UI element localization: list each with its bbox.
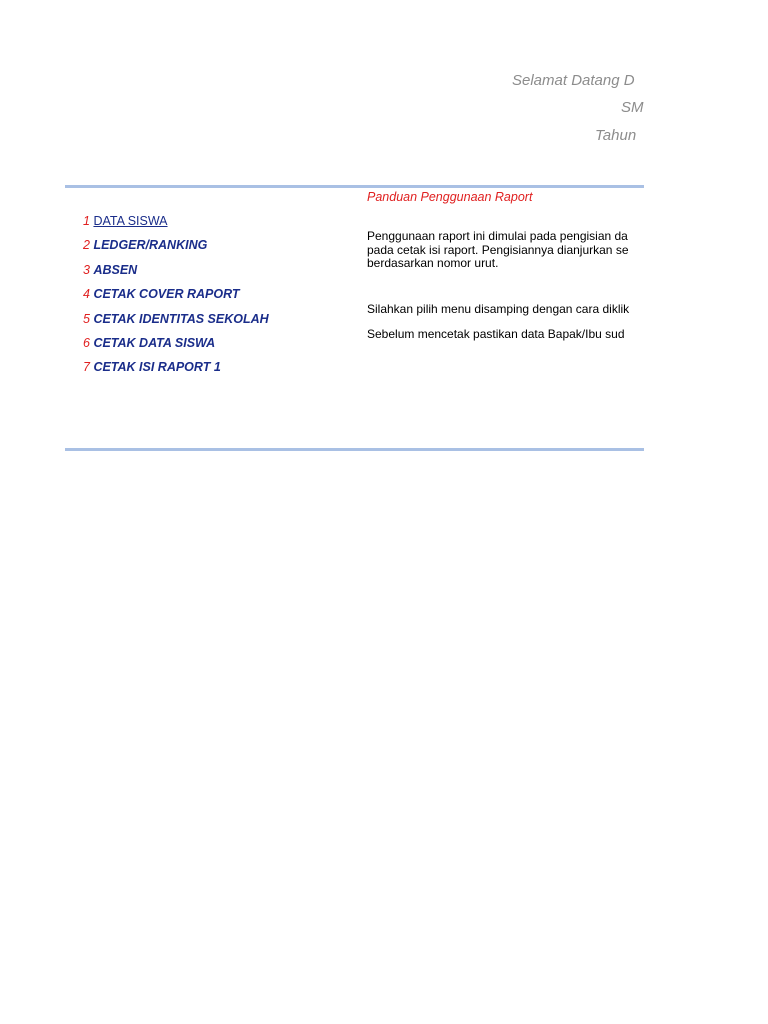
menu-item-label[interactable]: CETAK IDENTITAS SEKOLAH xyxy=(93,311,269,326)
menu-item-cetak-identitas-sekolah[interactable] xyxy=(83,310,269,334)
guide-line: berdasarkan nomor urut. xyxy=(367,256,499,270)
menu-item-cetak-isi-raport-1[interactable] xyxy=(83,358,269,382)
guide-paragraph-intro xyxy=(367,230,629,271)
main-menu xyxy=(83,212,269,383)
menu-item-label[interactable]: CETAK COVER RAPORT xyxy=(93,287,240,302)
menu-item-number: 1 xyxy=(83,214,90,228)
guide-paragraph-menu-hint: Silahkan pilih menu disamping dengan cara diklik xyxy=(367,302,630,316)
menu-item-number: 3 xyxy=(83,262,90,277)
menu-item-label[interactable]: ABSEN xyxy=(93,262,138,277)
guide-paragraph-print-hint: Sebelum mencetak pastikan data Bapak/Ibu sud xyxy=(367,327,625,341)
guide-line: pada cetak isi raport. Pengisiannya dianjurkan se xyxy=(367,242,629,257)
academic-year: Tahun xyxy=(595,127,637,144)
menu-item-number: 7 xyxy=(83,360,90,375)
menu-item-label[interactable]: DATA SISWA xyxy=(93,214,168,228)
menu-item-label[interactable]: CETAK ISI RAPORT 1 xyxy=(93,360,221,375)
guide-line: Penggunaan raport ini dimulai pada pengisian da xyxy=(367,229,628,243)
school-name: SM xyxy=(621,99,644,116)
welcome-title: Selamat Datang D xyxy=(512,72,635,89)
divider-bottom xyxy=(65,448,644,451)
divider-top xyxy=(65,185,644,188)
menu-item-number: 2 xyxy=(83,238,90,253)
menu-item-number: 4 xyxy=(83,287,90,302)
menu-item-absen[interactable] xyxy=(83,261,269,285)
menu-item-ledger-ranking[interactable] xyxy=(83,236,269,260)
menu-item-number: 6 xyxy=(83,335,90,350)
menu-item-number: 5 xyxy=(83,311,90,326)
menu-item-cetak-data-siswa[interactable] xyxy=(83,334,269,358)
menu-item-data-siswa[interactable] xyxy=(83,212,269,236)
menu-item-cetak-cover-raport[interactable] xyxy=(83,285,269,309)
guide-title: Panduan Penggunaan Raport xyxy=(367,190,533,204)
menu-item-label[interactable]: CETAK DATA SISWA xyxy=(93,335,216,350)
menu-item-label[interactable]: LEDGER/RANKING xyxy=(93,238,208,253)
